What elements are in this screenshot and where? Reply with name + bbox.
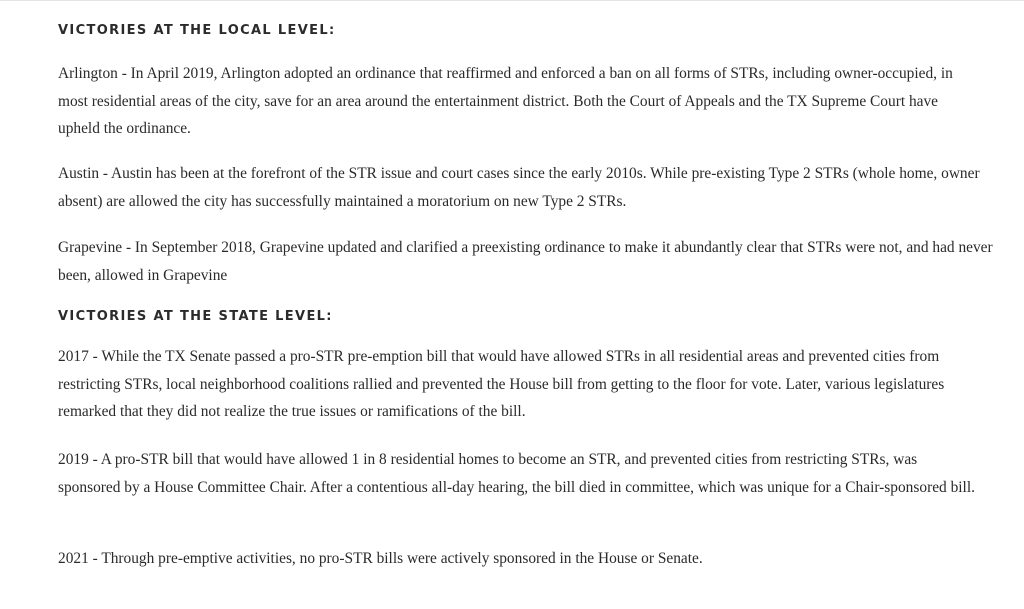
year-2021-paragraph: 2021 - Through pre-emptive activities, no pro-STR bills were actively sponsored in the House or Senate. — [58, 550, 703, 567]
local-victories-heading: VICTORIES AT THE LOCAL LEVEL: — [58, 23, 336, 38]
state-victories-heading: VICTORIES AT THE STATE LEVEL: — [58, 309, 333, 324]
year-2017-paragraph: 2017 - While the TX Senate passed a pro-STR pre-emption bill that would have allowed STRs in all residential areas and prevented cities from restricting STRs, local neighborhood coalitions rallied and prevented the House bill from getting to the floor for vote. Later, various legislatures remarked that they did not realize the true issues or ramifications of the bill. — [58, 348, 945, 420]
arlington-paragraph: Arlington - In April 2019, Arlington adopted an ordinance that reaffirmed and enforced a ban on all forms of STRs, including owner-occupied, in most residential areas of the city, save for an area around the entertainment district. Both the Court of Appeals and the TX Supreme Court have upheld the ordinance. — [58, 65, 953, 137]
year-2019-paragraph: 2019 - A pro-STR bill that would have allowed 1 in 8 residential homes to become an STR, and prevented cities from restricting STRs, was sponsored by a House Committee Chair. After a contentious all-day hearing, the bill died in committee, which was unique for a Chair-sponsored bill. — [58, 451, 975, 496]
grapevine-paragraph: Grapevine - In September 2018, Grapevine updated and clarified a preexisting ordinance to make it abundantly clear that STRs were not, and had never been, allowed in Grapevine — [58, 239, 993, 284]
austin-paragraph: Austin - Austin has been at the forefront of the STR issue and court cases since the early 2010s. While pre-existing Type 2 STRs (whole home, owner absent) are allowed the city has successfully maintained a moratorium on new Type 2 STRs. — [58, 165, 980, 210]
